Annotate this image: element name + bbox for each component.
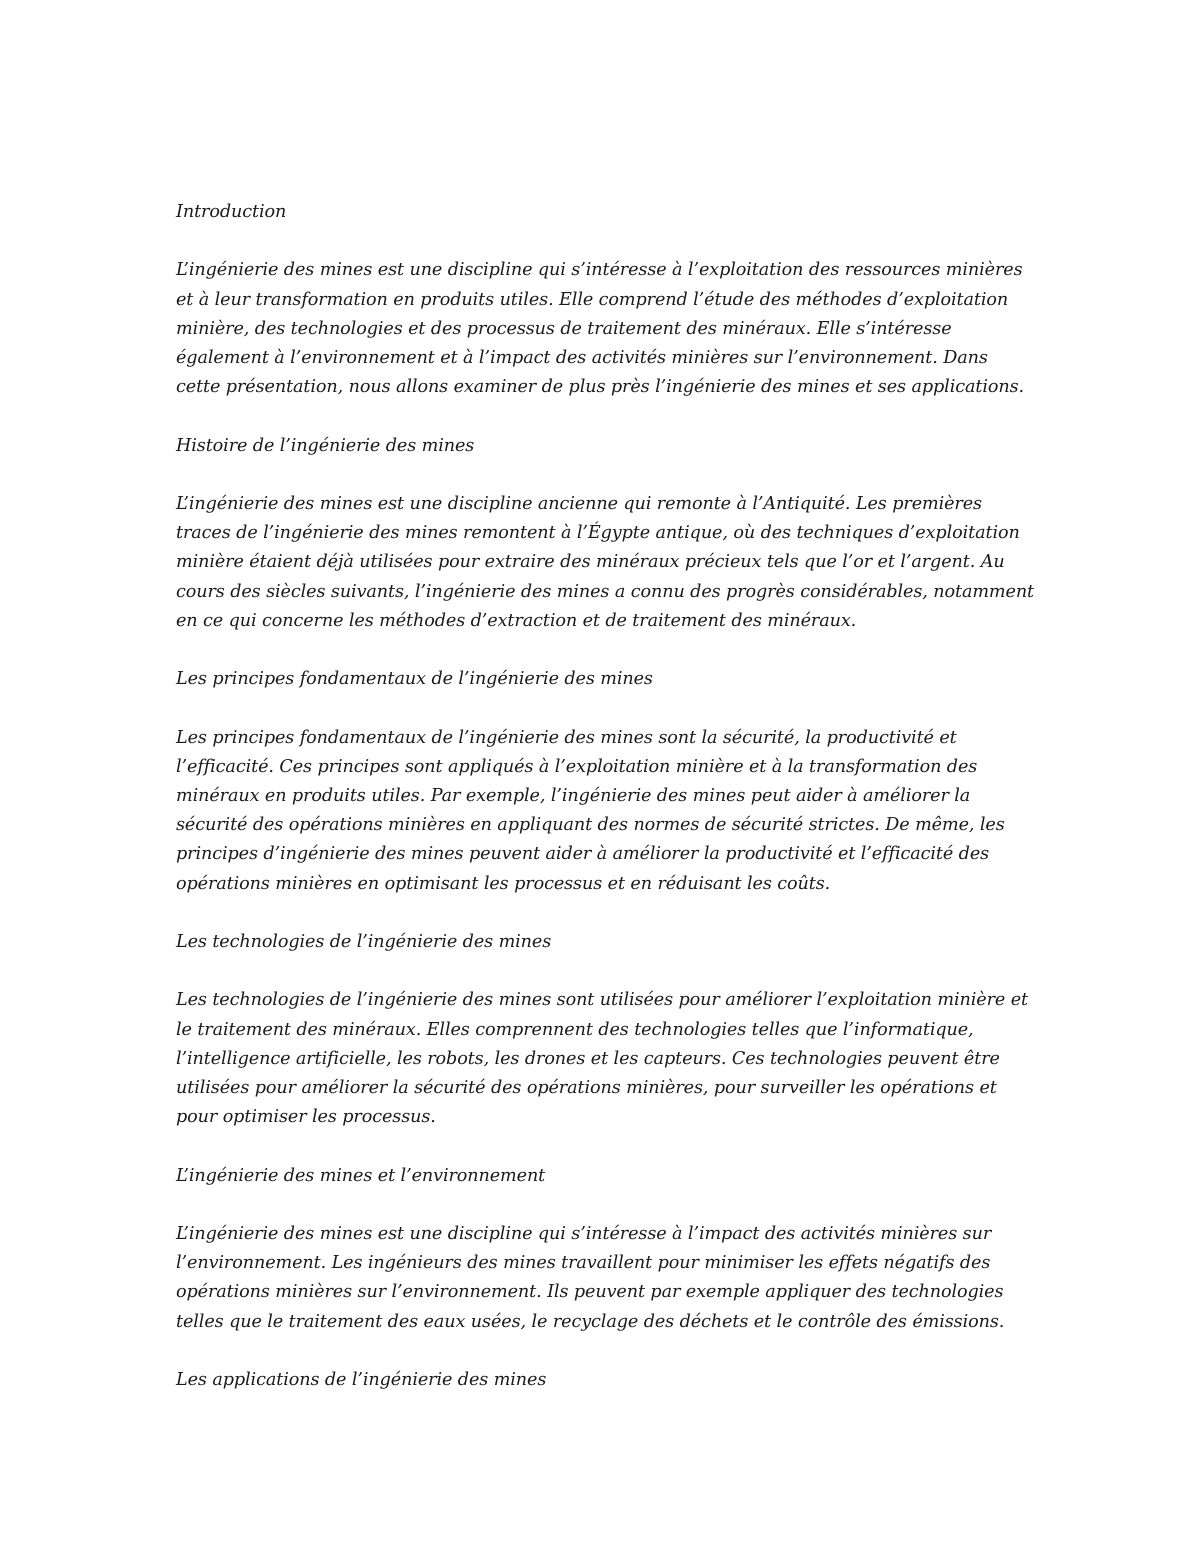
- section-heading-introduction: Introduction: [176, 202, 287, 222]
- section-paragraph-environment: L’ingénierie des mines est une discipline qui s’intéresse à l’impact des activités minières sur l’environnement. Les ingénieurs des mines travaillent pour minimiser les effets négatifs des opérations minières sur l’environnement. Ils peuvent par exemple appliquer des technologies telles que le traitement des eaux usées, le recyclage des déchets et le contrôle des émissions.: [176, 1223, 1005, 1332]
- section-paragraph-technologies: Les technologies de l’ingénierie des mines sont utilisées pour améliorer l’exploitation minière et le traitement des minéraux. Elles comprennent des technologies telles que l’informatique, l’intelligence artificielle, les robots, les drones et les capteurs. Ces technologies peuvent être utilisées pour améliorer la sécurité des opérations minières, pour surveiller les opérations et pour optimiser les processus.: [176, 990, 1028, 1128]
- section-heading-technologies: Les technologies de l’ingénierie des mines: [176, 931, 552, 952]
- section-heading-history: Histoire de l’ingénierie des mines: [176, 435, 475, 456]
- section-heading-principles: Les principes fondamentaux de l’ingénierie des mines: [176, 669, 653, 690]
- document-body: [176, 198, 1036, 1424]
- section-paragraph-principles: Les principes fondamentaux de l’ingénierie des mines sont la sécurité, la productivité et l’efficacité. Ces principes sont appliqués à l’exploitation minière et à la transformation des minéraux en produits utiles. Par exemple, l’ingénierie des mines peut aider à améliorer la sécurité des opérations minières en appliquant des normes de sécurité strictes. De même, les principes d’ingénierie des mines peuvent aider à améliorer la productivité et l’efficacité des opérations minières en optimisant les processus et en réduisant les coûts.: [176, 727, 1005, 894]
- section-heading-environment: L’ingénierie des mines et l’environnement: [176, 1165, 546, 1186]
- section-heading-applications: Les applications de l’ingénierie des mines: [176, 1369, 547, 1390]
- section-paragraph-history: L’ingénierie des mines est une discipline ancienne qui remonte à l’Antiquité. Les premières traces de l’ingénierie des mines remontent à l’Égypte antique, où des techniques d’exploitation minière étaient déjà utilisées pour extraire des minéraux précieux tels que l’or et l’argent. Au cours des siècles suivants, l’ingénierie des mines a connu des progrès considérables, notamment en ce qui concerne les méthodes d’extraction et de traitement des minéraux.: [176, 493, 1035, 631]
- section-paragraph-introduction: L’ingénierie des mines est une discipline qui s’intéresse à l’exploitation des ressources minières et à leur transformation en produits utiles. Elle comprend l’étude des méthodes d’exploitation minière, des technologies et des processus de traitement des minéraux. Elle s’intéresse également à l’environnement et à l’impact des activités minières sur l’environnement. Dans cette présentation, nous allons examiner de plus près l’ingénierie des mines et ses applications.: [176, 260, 1025, 398]
